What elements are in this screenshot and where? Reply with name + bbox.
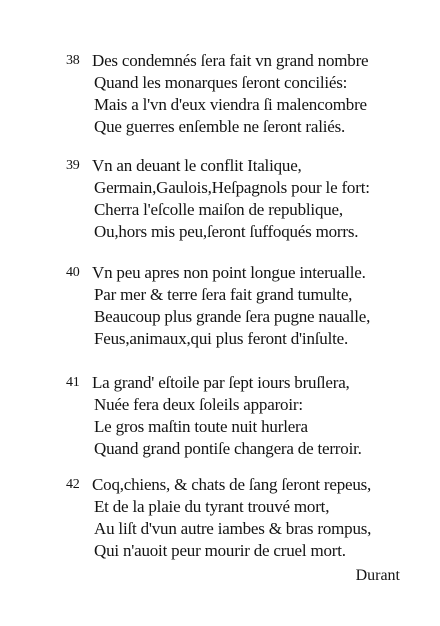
verse-text: Que guerres enſemble ne ſeront raliés. bbox=[94, 117, 346, 136]
quatrain-line bbox=[72, 306, 412, 328]
quatrain-number: 40 bbox=[66, 265, 80, 280]
verse-text: Qui n'auoit peur mourir de cruel mort. bbox=[94, 541, 346, 560]
quatrain-line bbox=[72, 328, 412, 350]
catchword: Durant bbox=[355, 567, 400, 584]
quatrain-line bbox=[72, 199, 412, 221]
quatrain-line bbox=[66, 474, 412, 496]
verse-text: Des condemnés ſera fait vn grand nombre bbox=[92, 51, 369, 70]
verse-text: Quand les monarques ſeront conciliés: bbox=[94, 73, 348, 92]
quatrain-number: 42 bbox=[66, 477, 80, 492]
verse-text: Nuée fera deux ſoleils apparoir: bbox=[94, 395, 303, 414]
verse-text: La grand' eſtoile par ſept iours bruſlera, bbox=[92, 373, 350, 392]
quatrain-line bbox=[72, 221, 412, 243]
verse-text: Mais a l'vn d'eux viendra ſi malencombre bbox=[94, 95, 367, 114]
verse-text: Vn peu apres non point longue interualle. bbox=[92, 263, 366, 282]
quatrain-38 bbox=[66, 50, 412, 138]
verse-text: Au liſt d'vun autre iambes & bras rompus, bbox=[94, 519, 372, 538]
quatrain-number: 39 bbox=[66, 158, 80, 173]
quatrain-line bbox=[66, 50, 412, 72]
quatrain-line bbox=[72, 496, 412, 518]
quatrain-line bbox=[72, 394, 412, 416]
verse-text: Coq,chiens, & chats de ſang ſeront repeus, bbox=[92, 475, 372, 494]
verse-text: Le gros maſtin toute nuit hurlera bbox=[94, 417, 308, 436]
quatrain-line bbox=[66, 372, 412, 394]
quatrain-41 bbox=[66, 372, 412, 460]
quatrain-line bbox=[72, 94, 412, 116]
verse-text: Feus,animaux,qui plus feront d'inſulte. bbox=[94, 329, 349, 348]
quatrain-line bbox=[72, 438, 412, 460]
quatrain-line bbox=[72, 284, 412, 306]
verse-text: Par mer & terre ſera fait grand tumulte, bbox=[94, 285, 353, 304]
quatrain-line bbox=[72, 177, 412, 199]
verse-text: Cherra l'eſcolle maiſon de republique, bbox=[94, 200, 343, 219]
quatrain-line bbox=[72, 72, 412, 94]
quatrain-line bbox=[66, 262, 412, 284]
quatrain-line bbox=[66, 155, 412, 177]
quatrain-line bbox=[72, 518, 412, 540]
quatrain-line bbox=[72, 540, 412, 562]
verse-text: Beaucoup plus grande ſera pugne naualle, bbox=[94, 307, 371, 326]
verse-text: Vn an deuant le conflit Italique, bbox=[92, 156, 302, 175]
quatrain-line bbox=[72, 416, 412, 438]
verse-text: Ou,hors mis peu,ſeront ſuffoqués morrs. bbox=[94, 222, 359, 241]
verse-text: Germain,Gaulois,Heſpagnols pour le fort: bbox=[94, 178, 370, 197]
verse-text: Et de la plaie du tyrant trouvé mort, bbox=[94, 497, 330, 516]
quatrain-number: 38 bbox=[66, 53, 80, 68]
quatrain-40 bbox=[66, 262, 412, 350]
quatrain-39 bbox=[66, 155, 412, 243]
quatrain-line bbox=[72, 116, 412, 138]
quatrain-42 bbox=[66, 474, 412, 562]
verse-text: Quand grand pontiſe changera de terroir. bbox=[94, 439, 362, 458]
quatrain-number: 41 bbox=[66, 375, 80, 390]
